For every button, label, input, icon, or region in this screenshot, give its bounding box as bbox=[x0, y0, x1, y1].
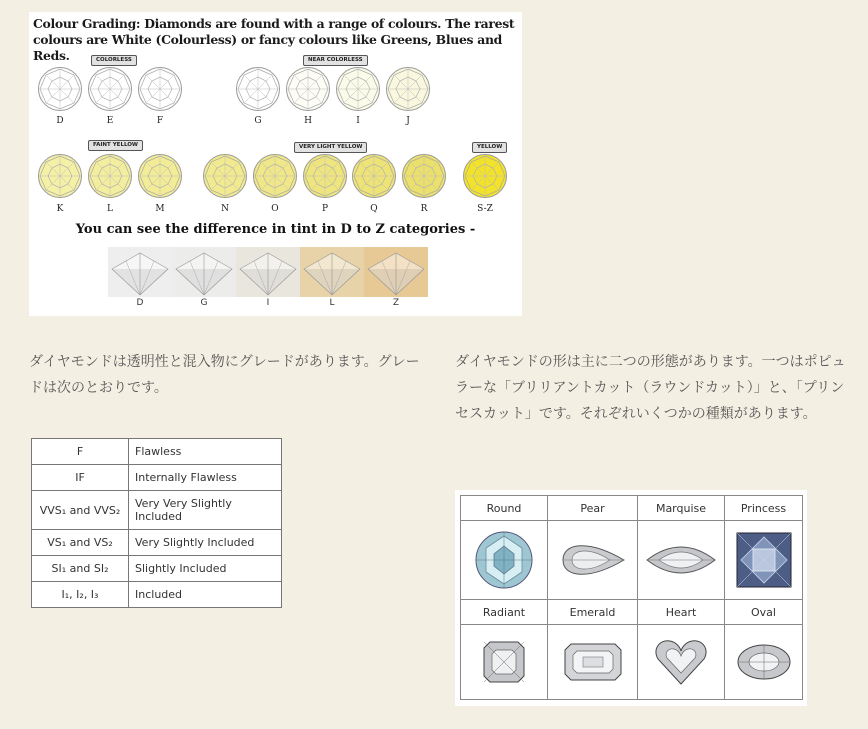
clarity-description: Included bbox=[129, 582, 282, 608]
grade-label: F bbox=[156, 116, 164, 126]
shape-intro-paragraph: ダイヤモンドの形は主に二つの形態があります。一つはポピュラーな「ブリリアントカット（ラウンドカット）」と、「プリンセスカット」です。それぞれいくつかの種類があります。 bbox=[455, 354, 846, 422]
clarity-grade: VS₁ and VS₂ bbox=[32, 530, 129, 556]
clarity-description: Flawless bbox=[129, 439, 282, 465]
diamond-colour-d bbox=[37, 66, 83, 112]
grade-label: O bbox=[271, 204, 279, 214]
shape-label: Heart bbox=[638, 600, 725, 625]
diamond-colour-f bbox=[137, 66, 183, 112]
grade-label: G bbox=[254, 116, 262, 126]
grade-label: S-Z bbox=[477, 204, 493, 214]
shape-label: Oval bbox=[725, 600, 803, 625]
shape-label: Radiant bbox=[461, 600, 548, 625]
diamond-colour-n bbox=[202, 153, 248, 199]
clarity-grade: VVS₁ and VVS₂ bbox=[32, 491, 129, 530]
diamond-colour-l bbox=[87, 153, 133, 199]
tint-caption: You can see the difference in tint in D to Z categories - bbox=[75, 222, 476, 237]
table-row bbox=[32, 530, 282, 556]
diamond-shapes-table bbox=[460, 495, 803, 700]
group-label-faint-yellow: FAINT YELLOW bbox=[88, 140, 143, 151]
grade-label: K bbox=[56, 204, 64, 214]
tint-label: D bbox=[136, 298, 144, 308]
clarity-description: Very Slightly Included bbox=[129, 530, 282, 556]
heart-diamond-image bbox=[638, 625, 725, 700]
emerald-diamond-image bbox=[548, 625, 638, 700]
diamond-colour-m bbox=[137, 153, 183, 199]
diamond-colour-j bbox=[385, 66, 431, 112]
diamond-shapes-image bbox=[455, 490, 807, 706]
grade-label: D bbox=[56, 116, 64, 126]
table-row bbox=[461, 625, 803, 700]
pear-diamond-image bbox=[548, 521, 638, 600]
colour-grading-chart bbox=[29, 12, 522, 316]
tint-label: G bbox=[200, 298, 208, 308]
grade-label: H bbox=[304, 116, 312, 126]
table-row bbox=[461, 496, 803, 521]
shape-label: Pear bbox=[548, 496, 638, 521]
clarity-grade-table bbox=[31, 438, 282, 608]
tint-label: L bbox=[329, 298, 335, 308]
grading-title: Colour Grading: Diamonds are found with a range of colours. The rarest colours are White (Colourless) or fancy colours like Greens, Blues and Reds. bbox=[33, 16, 515, 63]
grade-label: Q bbox=[370, 204, 378, 214]
grade-label: N bbox=[221, 204, 229, 214]
tint-label: I bbox=[266, 298, 270, 308]
tint-sample-z bbox=[364, 247, 428, 297]
diamond-colour-i bbox=[335, 66, 381, 112]
marquise-diamond-image bbox=[638, 521, 725, 600]
shape-label: Marquise bbox=[638, 496, 725, 521]
grade-label: L bbox=[107, 204, 113, 214]
tint-comparison-strip bbox=[108, 247, 428, 297]
radiant-diamond-image bbox=[461, 625, 548, 700]
shape-label: Princess bbox=[725, 496, 803, 521]
table-row bbox=[461, 600, 803, 625]
group-label-near-colorless: NEAR COLORLESS bbox=[303, 55, 368, 66]
diamond-colour-q bbox=[351, 153, 397, 199]
grade-label: I bbox=[356, 116, 360, 126]
diamond-colour-o bbox=[252, 153, 298, 199]
oval-diamond-image bbox=[725, 625, 803, 700]
clarity-grade: SI₁ and SI₂ bbox=[32, 556, 129, 582]
clarity-description: Very Very Slightly Included bbox=[129, 491, 282, 530]
group-label-colorless: COLORLESS bbox=[91, 55, 137, 66]
table-row bbox=[32, 491, 282, 530]
shape-label: Round bbox=[461, 496, 548, 521]
round-diamond-image bbox=[461, 521, 548, 600]
tint-label: Z bbox=[392, 298, 400, 308]
clarity-grade: F bbox=[32, 439, 129, 465]
tint-sample-d bbox=[108, 247, 172, 297]
clarity-grade: IF bbox=[32, 465, 129, 491]
diamond-colour-p bbox=[302, 153, 348, 199]
grade-label: J bbox=[406, 116, 410, 126]
diamond-colour-h bbox=[285, 66, 331, 112]
diamond-colour-s-z bbox=[462, 153, 508, 199]
grade-label: P bbox=[321, 204, 329, 214]
diamond-colour-k bbox=[37, 153, 83, 199]
clarity-intro-paragraph: ダイヤモンドは透明性と混入物にグレードがあります。グレードは次のとおりです。 bbox=[29, 354, 420, 396]
tint-sample-g bbox=[172, 247, 236, 297]
clarity-description: Slightly Included bbox=[129, 556, 282, 582]
table-row bbox=[32, 465, 282, 491]
table-row bbox=[32, 439, 282, 465]
grade-label: M bbox=[155, 204, 165, 214]
diamond-colour-r bbox=[401, 153, 447, 199]
princess-diamond-image bbox=[725, 521, 803, 600]
group-label-yellow: YELLOW bbox=[472, 142, 507, 153]
diamond-colour-g bbox=[235, 66, 281, 112]
shape-label: Emerald bbox=[548, 600, 638, 625]
diamond-colour-e bbox=[87, 66, 133, 112]
table-row bbox=[32, 556, 282, 582]
clarity-description: Internally Flawless bbox=[129, 465, 282, 491]
grade-label: E bbox=[106, 116, 114, 126]
table-row bbox=[32, 582, 282, 608]
tint-sample-i bbox=[236, 247, 300, 297]
table-row bbox=[461, 521, 803, 600]
clarity-grade: I₁, I₂, I₃ bbox=[32, 582, 129, 608]
group-label-very-light-yellow: VERY LIGHT YELLOW bbox=[294, 142, 367, 153]
tint-sample-l bbox=[300, 247, 364, 297]
grade-label: R bbox=[420, 204, 428, 214]
